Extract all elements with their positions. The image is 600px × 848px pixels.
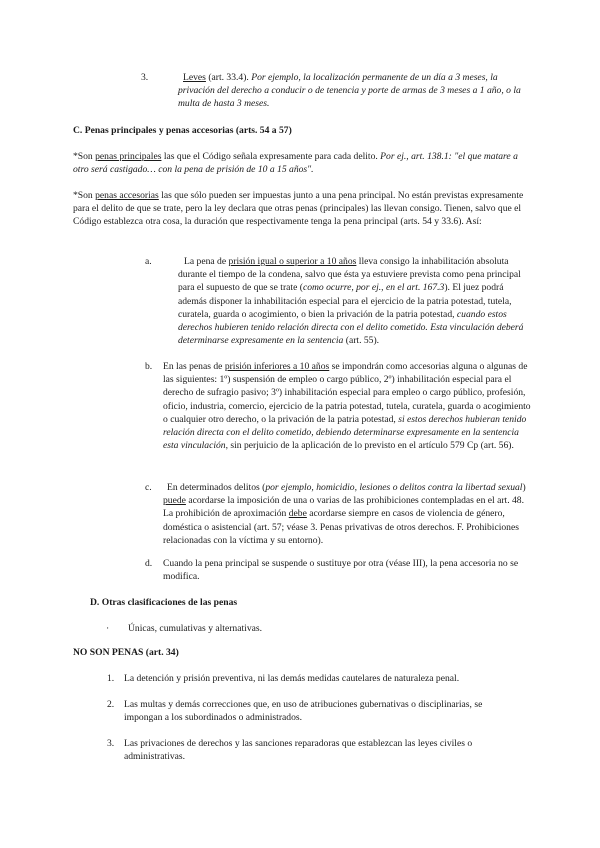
no-son-penas-1-text: La detención y prisión preventiva, ni las demás medidas cautelares de naturaleza penal. <box>124 673 460 684</box>
list-c-term2: debe <box>288 508 307 520</box>
list-c-text1: acordarse la imposición de una o varias de las prohibiciones contempladas en el art. 48. La prohibición de aproximación <box>163 495 524 520</box>
list-a-pre: La pena de <box>184 256 229 267</box>
accesorias-term: penas accesorias <box>95 190 159 201</box>
list-a-term: prisión igual o superior a 10 años <box>228 256 357 267</box>
principales-term: penas principales <box>95 151 162 162</box>
section-d-heading: D. Otras clasificaciones de las penas <box>90 597 238 608</box>
list-c-text2: acordarse siempre en casos de violencia de género, doméstica o asistencial (art. 57; véase 3. Penas privativas de otros derechos. F. Prohibiciones relacionadas con la víctima y su entorno). <box>163 508 519 546</box>
no-son-penas-3-text: Las privaciones de derechos y las sanciones reparadoras que establezcan las leyes civiles o administrativas. <box>124 738 473 763</box>
principales-text: las que el Código señala expresamente para cada delito. <box>161 151 381 162</box>
section-d-bullet: · <box>106 623 110 634</box>
no-son-penas-2-number: 2. <box>107 699 115 710</box>
item-3-number: 3. <box>141 72 149 83</box>
accesorias-lead: *Son <box>73 190 96 201</box>
section-c-heading: C. Penas principales y penas accesorias (arts. 54 a 57) <box>73 125 292 136</box>
list-b-marker: b. <box>145 361 153 372</box>
principales-lead: *Son <box>73 151 96 162</box>
list-a-text2: ). El juez podrá además disponer la inhabilitación especial para el ejercicio de la patria potestad, tutela, curatela, guarda o acogimiento, o bien la privación de la patria potestad, <box>178 282 512 320</box>
list-b-ital: si estos derechos hubieran tenido relación directa con el delito cometido, debiendo determinarse expresamente en la sentencia esta vinculación <box>163 413 527 452</box>
list-a-ital2: cuando estos derechos hubieren tenido relación directa con el delito cometido. Esta vinculación deberá determinarse expresamente en la sentencia <box>178 308 524 347</box>
list-a-marker: a. <box>145 256 152 267</box>
list-c-pre: En determinados delitos ( <box>167 482 266 493</box>
principales-example: Por ej., art. 138.1: "el que matare a otro será castigado… con la pena de prisión de 10 a 15 años". <box>73 151 518 176</box>
list-b-pre: En las penas de <box>163 361 225 372</box>
no-son-penas-1-number: 1. <box>107 673 115 684</box>
list-c-text <box>163 481 533 547</box>
item-3-example: Por ejemplo, la localización permanente de un día a 3 meses, la privación del derecho a conducir o de tenencia y porte de armas de 3 meses a 1 año, o la multa de hasta 3 meses. <box>178 72 521 110</box>
list-d-marker: d. <box>145 558 153 569</box>
list-d-text: Cuando la pena principal se suspende o sustituye por otra (véase III), la pena accesoria no se modifica. <box>163 558 519 583</box>
no-son-penas-2-text: Las multas y demás correcciones que, en uso de atribuciones gubernativas o disciplinarias, se impongan a los subordinados o administrados. <box>124 699 483 724</box>
list-c-marker: c. <box>145 482 152 493</box>
list-c-mid: ) <box>522 482 526 493</box>
list-a-text3: (art. 55). <box>343 335 380 347</box>
item-3-term: Leves <box>183 72 206 83</box>
no-son-penas-3-number: 3. <box>107 738 115 749</box>
list-b-term: prisión inferiores a 10 años <box>224 361 330 372</box>
list-c-term1: puede <box>163 495 186 507</box>
list-c-ital: por ejemplo, homicidio, lesiones o delitos contra la libertad sexual <box>265 482 523 493</box>
list-b-text1: se impondrán como accesorias alguna o algunas de las siguientes: 1º) suspensión de empleo o cargo público, 2º) inhabilitación especial para el derecho de sufragio pasivo; 3º) inhabilitación especial para empleo o cargo público, profesión, oficio, industria, comercio, ejercicio de la patria potestad, tutela, curatela, guarda o acogimiento o cualquier otro derecho, o la privación de la patria potestad, <box>163 361 531 425</box>
list-b-text <box>163 360 533 452</box>
list-a-text <box>178 255 532 347</box>
list-a-text1: lleva consigo la inhabilitación absoluta durante el tiempo de la condena, salvo que ésta ya estuviere prevista como pena principal para el supuesto de que se trate ( <box>178 256 521 294</box>
section-d-item: Únicas, cumulativas y alternativas. <box>128 623 263 634</box>
no-son-penas-heading: NO SON PENAS (art. 34) <box>73 647 179 658</box>
item-3-ref: (art. 33.4). <box>205 72 252 83</box>
list-a-ital1: como ocurre, por ej., en el art. 167.3 <box>302 282 445 294</box>
principales-paragraph <box>73 150 533 176</box>
item-3-text <box>178 71 532 111</box>
accesorias-paragraph <box>73 189 533 229</box>
accesorias-text: las que sólo pueden ser impuestas junto a una pena principal. No están previstas expresamente para el delito de que se trate, pero la ley declara que otras penas (principales) las llevan consigo. Tienen, salvo que el Código establezca otra cosa, la duración que respectivamente tenga la pena principal (arts. 54 y 33.6). Así: <box>73 190 524 228</box>
list-b-text2: , sin perjuicio de la aplicación de lo previsto en el artículo 579 Cp (art. 56). <box>225 440 514 452</box>
